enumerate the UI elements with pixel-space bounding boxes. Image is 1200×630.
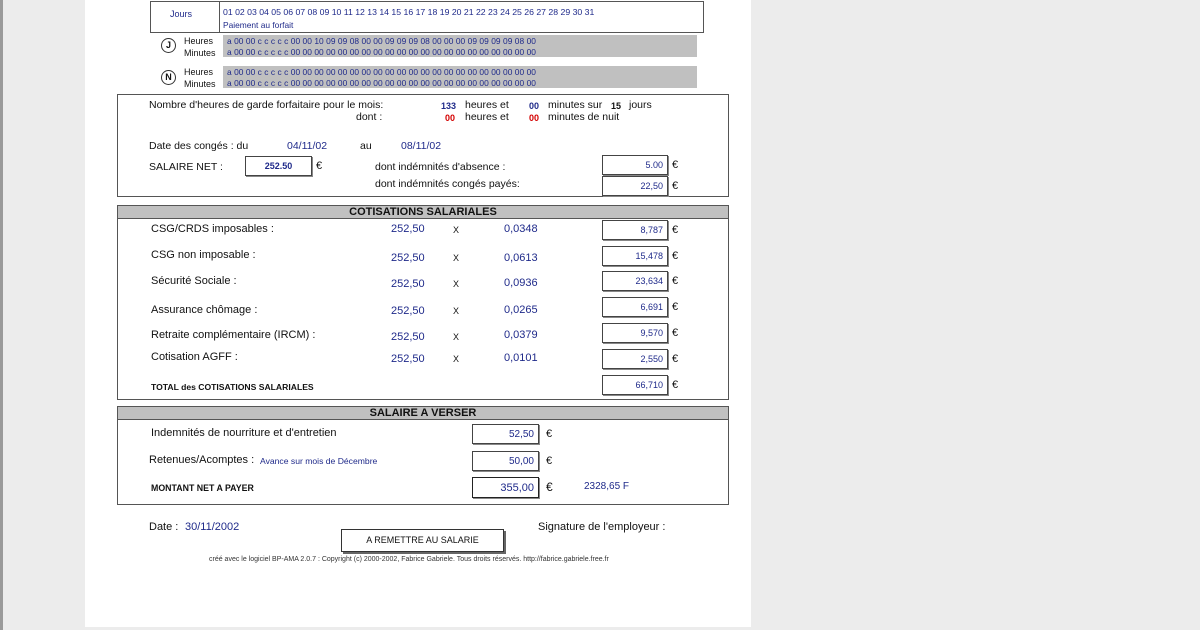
retenues-value: 50,00	[472, 451, 539, 471]
nuit-minutes-row: a 00 00 c c c c c 00 00 00 00 00 00 00 00 00 00 00 00 00 00 00 00 00 00 00 00 00	[227, 78, 537, 88]
cot-base-2: 252,50	[391, 278, 425, 290]
verser-title: SALAIRE A VERSER	[118, 407, 728, 420]
jours-label: Jours	[170, 9, 193, 19]
cotisations-title: COTISATIONS SALARIALES	[118, 206, 728, 219]
calendar-divider	[219, 1, 220, 32]
nourriture-label: Indemnités de nourriture et d'entretien	[151, 427, 337, 439]
cot-euro-0: €	[672, 224, 679, 236]
cot-base-5: 252,50	[391, 353, 425, 365]
cot-base-0: 252,50	[391, 223, 425, 235]
cot-rate-0: 0,0348	[504, 223, 538, 235]
cot-euro-5: €	[672, 353, 679, 365]
cot-x-2: X	[453, 279, 460, 289]
nuit-grid	[223, 66, 697, 88]
net-payer-value: 355,00	[472, 477, 539, 498]
cot-amount-3: 6,691	[602, 297, 668, 317]
cot-x-3: X	[453, 306, 460, 316]
conges-payes-value: 22,50	[602, 176, 668, 196]
cot-amount-5: 2,550	[602, 349, 668, 369]
date-value: 30/11/2002	[185, 521, 240, 533]
jour-minutes-label: Minutes	[184, 48, 216, 58]
cot-base-4: 252,50	[391, 331, 425, 343]
cot-label-2: Sécurité Sociale :	[151, 275, 237, 287]
absence-euro: €	[672, 159, 679, 171]
cot-rate-5: 0,0101	[504, 352, 538, 364]
conges-to: 08/11/02	[401, 140, 442, 152]
cot-base-3: 252,50	[391, 305, 425, 317]
absence-value: 5.00	[602, 155, 668, 175]
au-label: au	[360, 140, 372, 152]
cot-amount-4: 9,570	[602, 323, 668, 343]
conges-from: 04/11/02	[287, 140, 328, 152]
cot-label-5: Cotisation AGFF :	[151, 351, 238, 363]
cot-euro-1: €	[672, 250, 679, 262]
nombre-heures-label: Nombre d'heures de garde forfaitaire pour le mois:	[149, 99, 384, 111]
cot-x-1: X	[453, 253, 460, 263]
conges-payes-euro: €	[672, 180, 679, 192]
nuit-heures-row: a 00 00 c c c c c 00 00 00 00 00 00 00 00 00 00 00 00 00 00 00 00 00 00 00 00 00	[227, 67, 537, 77]
total-cotisations-euro: €	[672, 379, 679, 391]
minutes-de-nuit-label: minutes de nuit	[548, 111, 620, 123]
conges-label: Date des congés : du	[149, 140, 249, 152]
jours-label: jours	[629, 99, 652, 111]
cot-euro-3: €	[672, 301, 679, 313]
jour-symbol: J	[161, 38, 176, 53]
cot-euro-2: €	[672, 275, 679, 287]
net-payer-label: MONTANT NET A PAYER	[151, 483, 254, 493]
cot-amount-0: 8,787	[602, 220, 668, 240]
dont-label: dont :	[356, 111, 383, 123]
absence-label: dont indémnités d'absence :	[375, 161, 506, 173]
salaire-net-euro: €	[316, 160, 323, 172]
nourriture-value: 52,50	[472, 424, 539, 444]
nourriture-euro: €	[546, 428, 553, 440]
cot-rate-3: 0,0265	[504, 304, 538, 316]
hours-total: 133	[441, 101, 457, 111]
cot-label-0: CSG/CRDS imposables :	[151, 223, 274, 235]
credits-text: créé avec le logiciel BP-AMA 2.0.7 : Copyright (c) 2000-2002, Fabrice Gabriele. Tous droits réservés. http://fabrice.gabriele.free.fr	[209, 556, 609, 563]
total-cotisations-value: 66,710	[602, 375, 668, 395]
cot-label-4: Retraite complémentaire (IRCM) :	[151, 329, 316, 341]
cot-rate-4: 0,0379	[504, 329, 538, 341]
conges-payes-label: dont indémnités congés payés:	[375, 178, 520, 190]
minutes-total: 00	[529, 101, 540, 111]
night-minutes: 00	[529, 113, 540, 123]
cot-label-1: CSG non imposable :	[151, 249, 256, 261]
retenues-label: Retenues/Acomptes :	[149, 454, 255, 466]
retenues-euro: €	[546, 455, 553, 467]
cot-base-1: 252,50	[391, 252, 425, 264]
jour-heures-row: a 00 00 c c c c c 00 00 10 09 09 08 00 00 09 09 09 08 00 00 00 09 09 09 09 08 00	[227, 36, 537, 46]
heures-et-label-2: heures et	[465, 111, 509, 123]
heures-et-label: heures et	[465, 99, 509, 111]
cot-amount-1: 15,478	[602, 246, 668, 266]
remettre-button[interactable]: A REMETTRE AU SALARIE	[341, 529, 504, 552]
nuit-symbol: N	[161, 70, 176, 85]
payslip-page	[85, 0, 751, 627]
cot-rate-2: 0,0936	[504, 277, 538, 289]
paiement-label: Paiement au forfait	[223, 20, 294, 30]
cot-x-4: X	[453, 332, 460, 342]
total-cotisations-label: TOTAL des COTISATIONS SALARIALES	[151, 382, 314, 392]
retenues-note: Avance sur mois de Décembre	[260, 456, 378, 466]
date-label: Date :	[149, 521, 179, 533]
calendar-days: 01 02 03 04 05 06 07 08 09 10 11 12 13 14 15 16 17 18 19 20 21 22 23 24 25 26 27 28 29 30 31	[223, 7, 595, 17]
cot-amount-2: 23,634	[602, 271, 668, 291]
window-left-edge	[0, 0, 3, 630]
salaire-net-label: SALAIRE NET :	[149, 161, 223, 173]
jours-count: 15	[611, 101, 622, 111]
night-hours: 00	[445, 113, 456, 123]
signature-label: Signature de l'employeur :	[538, 521, 666, 533]
cot-x-0: X	[453, 225, 460, 235]
cot-x-5: X	[453, 354, 460, 364]
jour-grid	[223, 35, 697, 57]
minutes-sur-label: minutes sur	[548, 99, 603, 111]
jour-heures-label: Heures	[184, 36, 214, 46]
jour-minutes-row: a 00 00 c c c c c 00 00 00 00 00 00 00 00 00 00 00 00 00 00 00 00 00 00 00 00 00	[227, 47, 537, 57]
cot-label-3: Assurance chômage :	[151, 304, 258, 316]
nuit-heures-label: Heures	[184, 67, 214, 77]
net-payer-francs: 2328,65 F	[584, 481, 630, 492]
cot-rate-1: 0,0613	[504, 252, 538, 264]
salaire-net-value: 252.50	[245, 156, 312, 176]
net-payer-euro: €	[546, 480, 553, 494]
nuit-minutes-label: Minutes	[184, 79, 216, 89]
cot-euro-4: €	[672, 327, 679, 339]
